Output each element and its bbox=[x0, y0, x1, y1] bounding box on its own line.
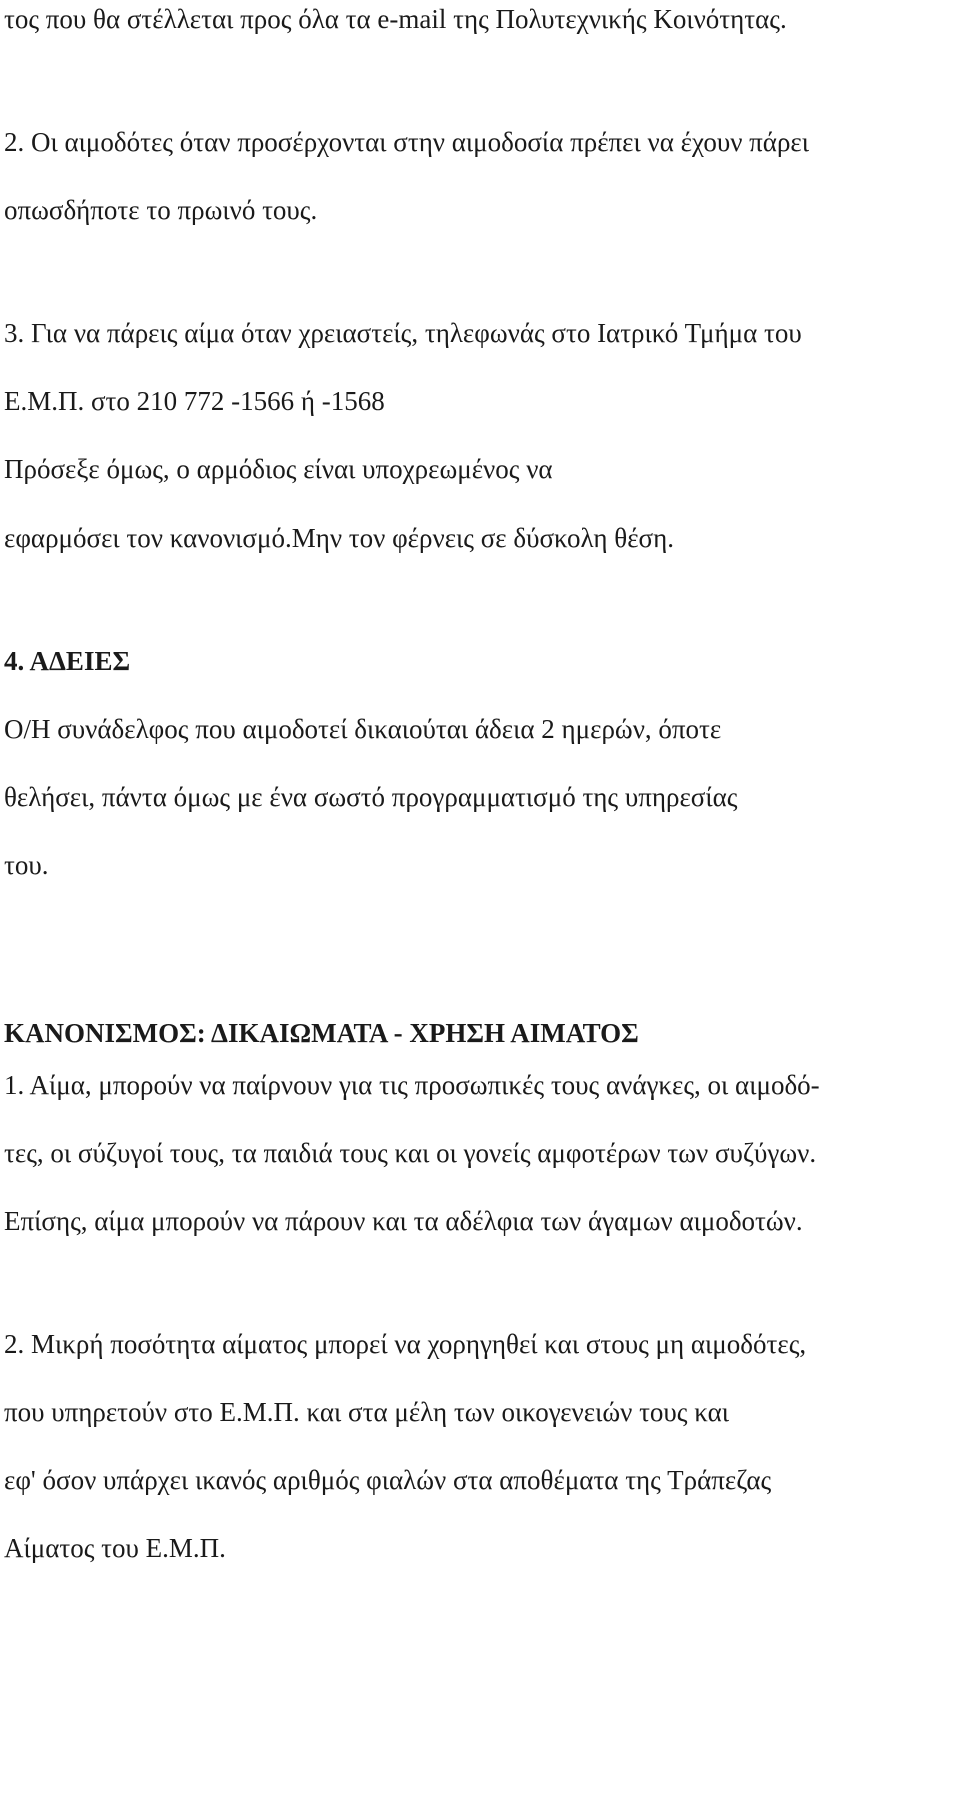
paragraph-line: τες, οι σύζυγοί τους, τα παιδιά τους και οι γονείς αμφοτέρων των συζύγων. bbox=[4, 1138, 817, 1168]
paragraph-line: Ο/Η συνάδελφος που αιμοδοτεί δικαιούται άδεια 2 ημερών, όποτε bbox=[4, 714, 722, 744]
section-heading: 4. ΑΔΕΙΕΣ bbox=[4, 646, 131, 676]
paragraph-line: 2. Οι αιμοδότες όταν προσέρχονται στην αιμοδοσία πρέπει να έχουν πάρει bbox=[4, 127, 810, 157]
paragraph-line: τος που θα στέλλεται προς όλα τα e-mail της Πολυτεχνικής Κοινότητας. bbox=[4, 4, 787, 34]
paragraph-line: 3. Για να πάρεις αίμα όταν χρειαστείς, τηλεφωνάς στο Ιατρικό Τμήμα του bbox=[4, 318, 802, 348]
paragraph-line: θελήσει, πάντα όμως με ένα σωστό προγραμματισμό της υπηρεσίας bbox=[4, 782, 738, 812]
paragraph-line: εφαρμόσει τον κανονισμό.Μην τον φέρνεις σε δύσκολη θέση. bbox=[4, 523, 674, 553]
paragraph-line: 2. Μικρή ποσότητα αίματος μπορεί να χορηγηθεί και στους μη αιμοδότες, bbox=[4, 1329, 807, 1359]
section-heading: ΚΑΝΟΝΙΣΜΟΣ: ΔΙΚΑΙΩΜΑΤΑ - ΧΡΗΣΗ ΑΙΜΑΤΟΣ bbox=[4, 1018, 639, 1048]
paragraph-line: που υπηρετούν στο Ε.Μ.Π. και στα μέλη των οικογενειών τους και bbox=[4, 1397, 730, 1427]
paragraph-line: Αίματος του Ε.Μ.Π. bbox=[4, 1533, 226, 1563]
paragraph-line: Επίσης, αίμα μπορούν να πάρουν και τα αδέλφια των άγαμων αιμοδοτών. bbox=[4, 1206, 803, 1236]
paragraph-line: οπωσδήποτε το πρωινό τους. bbox=[4, 195, 318, 225]
paragraph-line: 1. Αίμα, μπορούν να παίρνουν για τις προσωπικές τους ανάγκες, οι αιμοδό- bbox=[4, 1070, 820, 1100]
paragraph-line: Ε.Μ.Π. στο 210 772 -1566 ή -1568 bbox=[4, 386, 385, 416]
paragraph-line: του. bbox=[4, 850, 49, 880]
paragraph-line: εφ' όσον υπάρχει ικανός αριθμός φιαλών στα αποθέματα της Τράπεζας bbox=[4, 1465, 772, 1495]
paragraph-line: Πρόσεξε όμως, ο αρμόδιος είναι υποχρεωμένος να bbox=[4, 454, 553, 484]
